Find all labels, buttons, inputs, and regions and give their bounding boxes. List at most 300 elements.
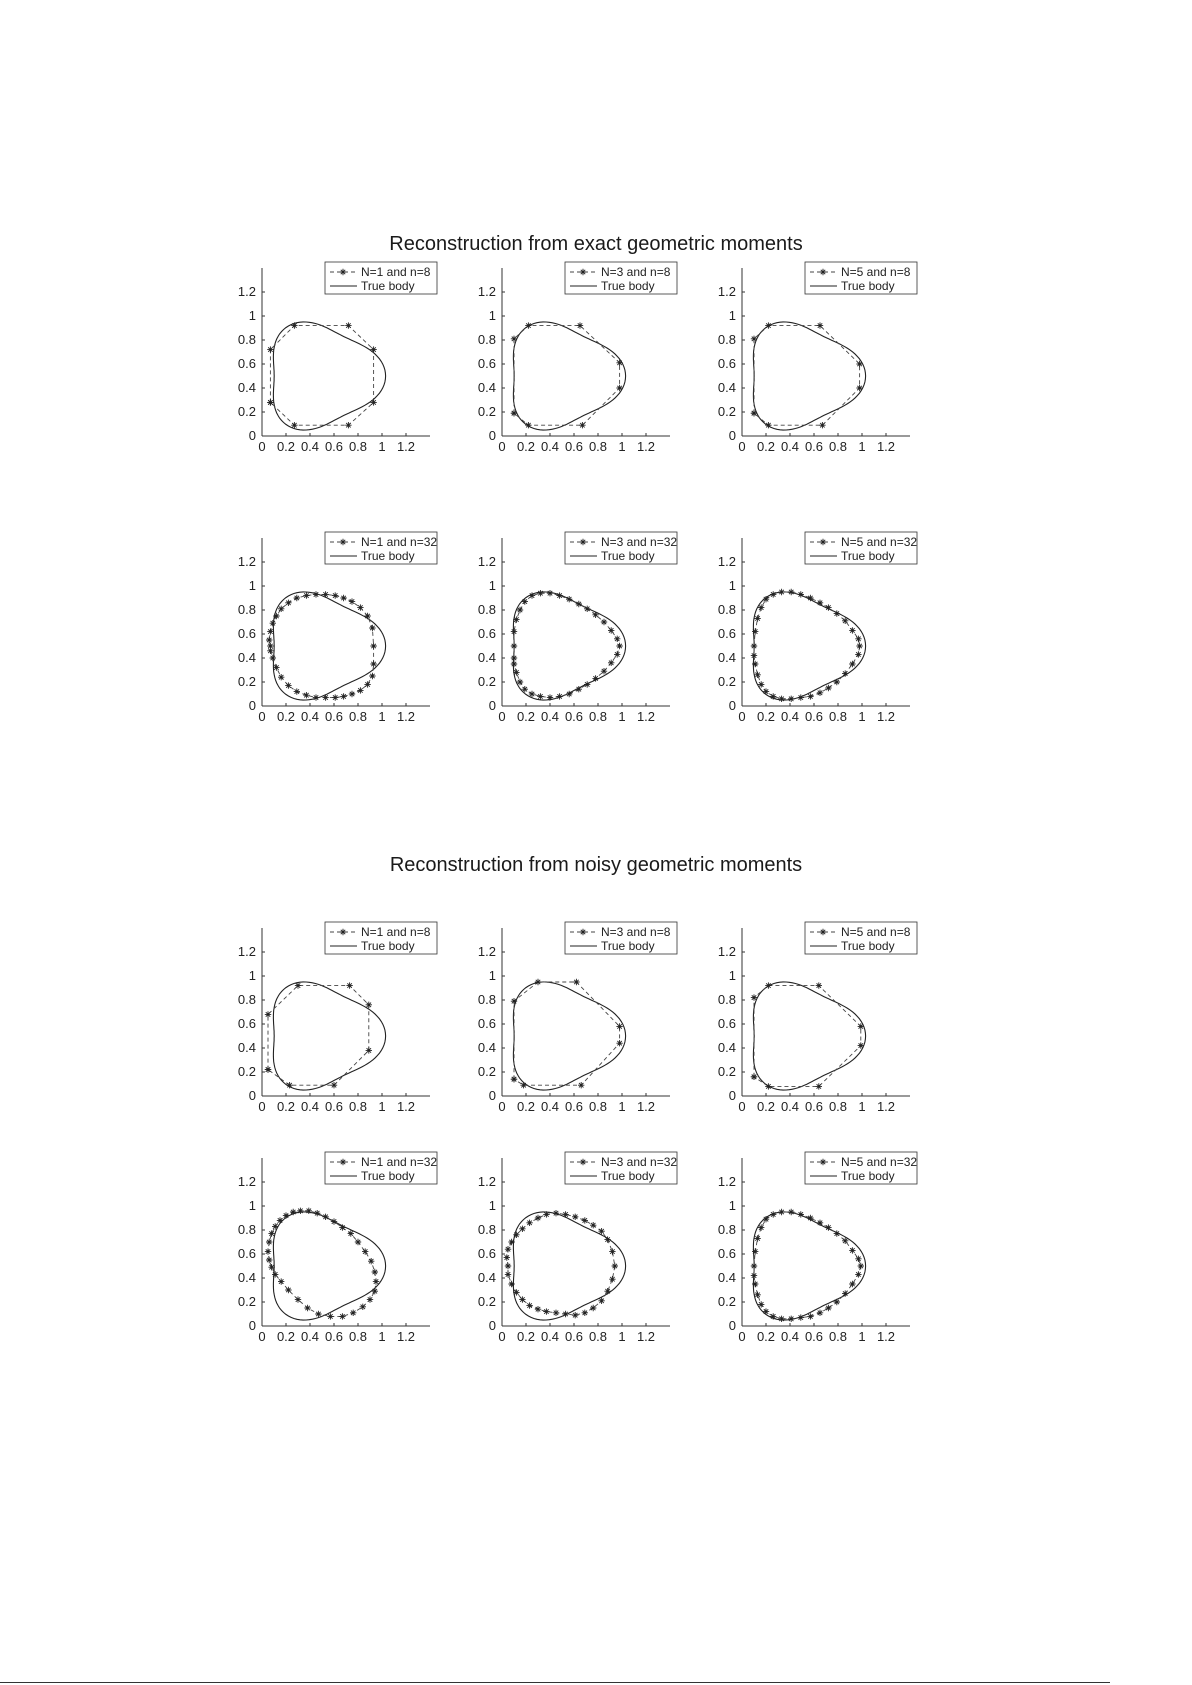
reconstruction-point (855, 651, 861, 657)
x-tick-label: 0.4 (540, 1329, 560, 1344)
reconstruction-point (807, 693, 813, 699)
reconstruction-point (770, 693, 776, 699)
x-tick-label: 1.2 (636, 1329, 656, 1344)
y-tick-label: 0.2 (717, 1294, 736, 1309)
reconstruction-point (849, 661, 855, 667)
reconstruction-point (778, 1209, 784, 1215)
y-tick-label: 1 (488, 968, 496, 983)
y-tick-label: 0.8 (477, 992, 496, 1007)
reconstruction-point (592, 675, 598, 681)
reconstruction-point (604, 1288, 610, 1294)
reconstruction-point (283, 1212, 289, 1218)
y-tick-label: 0.6 (477, 626, 496, 641)
reconstruction-point (842, 670, 848, 676)
x-tick-label: 0 (738, 439, 746, 454)
y-tick-label: 1 (488, 308, 496, 323)
reconstruction-point (816, 982, 822, 988)
reconstruction-point (577, 322, 583, 328)
reconstruction-point (856, 361, 862, 367)
x-tick-label: 1 (378, 439, 386, 454)
reconstruction-point (817, 690, 823, 696)
reconstruction-point (525, 422, 531, 428)
reconstruction-point (332, 592, 338, 598)
reconstruction-point (367, 1296, 373, 1302)
x-tick-label: 0.2 (756, 439, 776, 454)
reconstruction-point (350, 1310, 356, 1316)
legend-label-reconstruction: N=1 and n=8 (361, 925, 431, 939)
reconstruction-line (269, 594, 373, 697)
reconstruction-line (514, 982, 620, 1085)
reconstruction-point (315, 1311, 321, 1317)
x-tick-label: 0 (498, 709, 506, 724)
y-tick-label: 0.2 (717, 674, 736, 689)
reconstruction-point (590, 1305, 596, 1311)
reconstruction-point (370, 643, 376, 649)
reconstruction-point (505, 1263, 511, 1269)
legend-label-reconstruction: N=5 and n=32 (841, 535, 918, 549)
true-body-line (753, 1212, 865, 1320)
y-tick-label: 0.6 (717, 626, 736, 641)
reconstruction-point (364, 681, 370, 687)
x-tick-label: 0.4 (540, 709, 560, 724)
reconstruction-point (327, 1313, 333, 1319)
reconstruction-point (331, 1218, 337, 1224)
x-tick-label: 1 (618, 1099, 626, 1114)
reconstruction-point (291, 322, 297, 328)
reconstruction-point (517, 679, 523, 685)
reconstruction-point (758, 604, 764, 610)
reconstruction-point (357, 604, 363, 610)
y-tick-label: 1.2 (717, 944, 736, 959)
reconstruction-point (303, 592, 309, 598)
reconstruction-line (268, 1211, 376, 1317)
x-tick-label: 0 (498, 439, 506, 454)
y-tick-label: 1 (248, 308, 256, 323)
x-tick-label: 1.2 (396, 1099, 416, 1114)
reconstruction-point (572, 1312, 578, 1318)
reconstruction-point (294, 688, 300, 694)
reconstruction-point (817, 600, 823, 606)
reconstruction-point (511, 998, 517, 1004)
x-tick-label: 0.4 (780, 709, 800, 724)
y-tick-label: 0.6 (237, 1246, 256, 1261)
y-tick-label: 0.2 (477, 1064, 496, 1079)
y-tick-label: 0.6 (717, 1246, 736, 1261)
reconstruction-point (798, 591, 804, 597)
y-tick-label: 1.2 (717, 554, 736, 569)
legend-label-reconstruction: N=3 and n=8 (601, 925, 671, 939)
reconstruction-point (520, 1082, 526, 1088)
legend-marker-star (580, 1159, 586, 1165)
reconstruction-point (268, 1230, 274, 1236)
legend-label-true-body: True body (361, 939, 415, 953)
reconstruction-point (357, 687, 363, 693)
reconstruction-point (340, 693, 346, 699)
x-tick-label: 0.4 (300, 1329, 320, 1344)
x-tick-label: 0.6 (804, 1329, 824, 1344)
reconstruction-point (372, 1288, 378, 1294)
reconstruction-point (751, 1263, 757, 1269)
x-tick-label: 0.2 (756, 709, 776, 724)
reconstruction-point (590, 1222, 596, 1228)
reconstruction-point (505, 1246, 511, 1252)
reconstruction-point (842, 618, 848, 624)
true-body-line (513, 322, 625, 430)
y-tick-label: 1.2 (717, 1174, 736, 1189)
legend-label-true-body: True body (841, 1169, 895, 1183)
reconstruction-point (825, 685, 831, 691)
y-tick-label: 1.2 (477, 284, 496, 299)
legend-label-true-body: True body (601, 549, 655, 563)
reconstruction-point (765, 982, 771, 988)
x-tick-label: 1.2 (876, 709, 896, 724)
reconstruction-point (788, 696, 794, 702)
x-tick-label: 0.2 (756, 1329, 776, 1344)
x-tick-label: 0.8 (588, 1329, 608, 1344)
y-tick-label: 0.6 (477, 1246, 496, 1261)
reconstruction-point (788, 1316, 794, 1322)
legend-marker-star (580, 539, 586, 545)
reconstruction-point (758, 1224, 764, 1230)
reconstruction-point (566, 691, 572, 697)
x-tick-label: 0.4 (540, 1099, 560, 1114)
reconstruction-point (372, 1269, 378, 1275)
y-tick-label: 1 (728, 308, 736, 323)
reconstruction-point (322, 591, 328, 597)
x-tick-label: 1 (858, 1099, 866, 1114)
reconstruction-point (313, 694, 319, 700)
reconstruction-point (535, 1306, 541, 1312)
panel-noisy-n1-n8 (200, 920, 460, 1130)
reconstruction-point (752, 661, 758, 667)
reconstruction-point (856, 385, 862, 391)
panel-exact-n5-n32 (680, 530, 940, 740)
reconstruction-point (608, 660, 614, 666)
y-tick-label: 0.6 (237, 1016, 256, 1031)
x-tick-label: 0 (258, 1329, 266, 1344)
reconstruction-point (573, 979, 579, 985)
y-tick-label: 1 (728, 968, 736, 983)
legend-label-true-body: True body (841, 279, 895, 293)
x-tick-label: 0.4 (300, 1099, 320, 1114)
reconstruction-point (819, 422, 825, 428)
reconstruction-point (788, 589, 794, 595)
reconstruction-point (763, 596, 769, 602)
reconstruction-point (855, 1256, 861, 1262)
x-tick-label: 0.2 (516, 1099, 536, 1114)
reconstruction-point (267, 346, 273, 352)
y-tick-label: 1.2 (237, 1174, 256, 1189)
reconstruction-point (290, 1209, 296, 1215)
x-tick-label: 0.6 (324, 709, 344, 724)
y-tick-label: 0 (248, 698, 256, 713)
reconstruction-point (278, 674, 284, 680)
reconstruction-point (535, 1215, 541, 1221)
reconstruction-point (807, 1313, 813, 1319)
panel-noisy-n5-n32 (680, 1150, 940, 1360)
x-tick-label: 0.8 (828, 1099, 848, 1114)
reconstruction-line (754, 326, 860, 426)
reconstruction-point (614, 636, 620, 642)
reconstruction-point (752, 1248, 758, 1254)
y-tick-label: 0 (488, 1088, 496, 1103)
reconstruction-point (265, 1011, 271, 1017)
reconstruction-point (592, 612, 598, 618)
x-tick-label: 1 (618, 1329, 626, 1344)
x-tick-label: 0.6 (564, 1329, 584, 1344)
reconstruction-point (332, 694, 338, 700)
y-tick-label: 0.4 (237, 1040, 256, 1055)
y-tick-label: 0.4 (477, 1270, 496, 1285)
reconstruction-point (537, 590, 543, 596)
y-tick-label: 1.2 (237, 944, 256, 959)
true-body-line (273, 1212, 385, 1320)
y-tick-label: 1 (488, 1198, 496, 1213)
reconstruction-point (616, 1023, 622, 1029)
x-tick-label: 0.4 (300, 439, 320, 454)
y-tick-label: 0.2 (717, 404, 736, 419)
reconstruction-point (609, 1276, 615, 1282)
reconstruction-point (529, 592, 535, 598)
reconstruction-point (584, 681, 590, 687)
reconstruction-point (856, 643, 862, 649)
reconstruction-point (513, 669, 519, 675)
y-tick-label: 0.8 (717, 332, 736, 347)
reconstruction-point (817, 322, 823, 328)
y-tick-label: 0.2 (237, 1294, 256, 1309)
y-tick-label: 0.6 (477, 356, 496, 371)
reconstruction-point (266, 1239, 272, 1245)
reconstruction-point (817, 1310, 823, 1316)
reconstruction-point (576, 686, 582, 692)
x-tick-label: 0.8 (588, 709, 608, 724)
reconstruction-point (295, 982, 301, 988)
x-tick-label: 1 (378, 1329, 386, 1344)
legend-label-true-body: True body (361, 549, 415, 563)
reconstruction-point (807, 595, 813, 601)
reconstruction-point (765, 422, 771, 428)
reconstruction-point (273, 664, 279, 670)
reconstruction-point (270, 620, 276, 626)
footer-rule (0, 1682, 1110, 1683)
reconstruction-line (514, 593, 620, 697)
y-tick-label: 0.8 (477, 332, 496, 347)
legend-marker-star (820, 1159, 826, 1165)
legend-label-reconstruction: N=1 and n=32 (361, 535, 438, 549)
reconstruction-point (304, 1305, 310, 1311)
reconstruction-point (751, 994, 757, 1000)
legend-label-true-body: True body (361, 1169, 415, 1183)
reconstruction-point (522, 686, 528, 692)
x-tick-label: 0.6 (804, 709, 824, 724)
x-tick-label: 1.2 (396, 709, 416, 724)
x-tick-label: 0.6 (564, 709, 584, 724)
reconstruction-point (278, 606, 284, 612)
x-tick-label: 0.4 (780, 1099, 800, 1114)
x-tick-label: 0.6 (804, 1099, 824, 1114)
x-tick-label: 0 (498, 1099, 506, 1114)
y-tick-label: 0.4 (717, 1270, 736, 1285)
x-tick-label: 1 (618, 709, 626, 724)
reconstruction-point (751, 336, 757, 342)
x-tick-label: 0.4 (780, 1329, 800, 1344)
x-tick-label: 0.2 (276, 1329, 296, 1344)
panel-noisy-n1-n32 (200, 1150, 460, 1360)
reconstruction-point (763, 1216, 769, 1222)
reconstruction-line (754, 1212, 861, 1319)
reconstruction-point (517, 607, 523, 613)
x-tick-label: 0.8 (588, 439, 608, 454)
reconstruction-point (508, 1239, 514, 1245)
reconstruction-point (556, 592, 562, 598)
x-tick-label: 0 (738, 709, 746, 724)
y-tick-label: 0.8 (717, 992, 736, 1007)
reconstruction-point (855, 1271, 861, 1277)
reconstruction-point (576, 601, 582, 607)
reconstruction-point (798, 1211, 804, 1217)
reconstruction-point (369, 625, 375, 631)
reconstruction-point (855, 636, 861, 642)
x-tick-label: 1.2 (636, 709, 656, 724)
x-tick-label: 0.4 (780, 439, 800, 454)
x-tick-label: 0.4 (300, 709, 320, 724)
reconstruction-point (513, 616, 519, 622)
x-tick-label: 0.8 (348, 709, 368, 724)
reconstruction-point (294, 595, 300, 601)
y-tick-label: 0.2 (477, 674, 496, 689)
x-tick-label: 0.4 (540, 439, 560, 454)
reconstruction-point (273, 613, 279, 619)
reconstruction-point (754, 1292, 760, 1298)
reconstruction-point (303, 692, 309, 698)
y-tick-label: 0.4 (237, 1270, 256, 1285)
y-tick-label: 0 (728, 1318, 736, 1333)
reconstruction-point (369, 673, 375, 679)
reconstruction-point (504, 1254, 510, 1260)
panel-exact-n3-n8 (440, 260, 700, 470)
reconstruction-point (788, 1209, 794, 1215)
true-body-line (513, 982, 625, 1090)
reconstruction-point (601, 668, 607, 674)
reconstruction-point (547, 694, 553, 700)
reconstruction-point (616, 643, 622, 649)
reconstruction-point (616, 1040, 622, 1046)
reconstruction-point (267, 628, 273, 634)
y-tick-label: 0.4 (717, 1040, 736, 1055)
x-tick-label: 1 (378, 709, 386, 724)
y-tick-label: 0 (728, 1088, 736, 1103)
reconstruction-point (535, 979, 541, 985)
reconstruction-point (616, 385, 622, 391)
x-tick-label: 0.6 (324, 439, 344, 454)
panel-exact-n1-n8 (200, 260, 460, 470)
reconstruction-point (858, 1023, 864, 1029)
reconstruction-point (825, 604, 831, 610)
reconstruction-point (849, 1281, 855, 1287)
reconstruction-point (584, 606, 590, 612)
y-tick-label: 0.2 (477, 404, 496, 419)
y-tick-label: 0.2 (717, 1064, 736, 1079)
y-tick-label: 0 (488, 428, 496, 443)
x-tick-label: 0.2 (276, 1099, 296, 1114)
y-tick-label: 0.8 (237, 1222, 256, 1237)
reconstruction-point (511, 661, 517, 667)
reconstruction-point (614, 651, 620, 657)
reconstruction-point (601, 619, 607, 625)
y-tick-label: 0.4 (237, 380, 256, 395)
legend-label-true-body: True body (601, 939, 655, 953)
y-tick-label: 0.4 (237, 650, 256, 665)
x-tick-label: 0.8 (348, 1329, 368, 1344)
reconstruction-point (751, 1074, 757, 1080)
reconstruction-point (752, 1281, 758, 1287)
legend-label-reconstruction: N=5 and n=32 (841, 1155, 918, 1169)
x-tick-label: 0.6 (564, 1099, 584, 1114)
x-tick-label: 0.8 (348, 1099, 368, 1114)
reconstruction-point (511, 643, 517, 649)
true-body-line (753, 322, 865, 430)
reconstruction-point (752, 628, 758, 634)
x-tick-label: 0 (258, 709, 266, 724)
reconstruction-point (798, 694, 804, 700)
reconstruction-point (604, 1236, 610, 1242)
reconstruction-point (608, 627, 614, 633)
y-tick-label: 0.4 (477, 380, 496, 395)
true-body-line (753, 592, 865, 700)
figure-title-exact: Reconstruction from exact geometric moments (389, 233, 803, 255)
reconstruction-point (778, 589, 784, 595)
reconstruction-point (522, 598, 528, 604)
reconstruction-point (798, 1314, 804, 1320)
reconstruction-point (278, 1278, 284, 1284)
reconstruction-point (562, 1211, 568, 1217)
legend-label-true-body: True body (601, 1169, 655, 1183)
y-tick-label: 0.2 (237, 404, 256, 419)
y-tick-label: 0.4 (717, 380, 736, 395)
y-tick-label: 0 (488, 1318, 496, 1333)
x-tick-label: 1 (618, 439, 626, 454)
y-tick-label: 0.8 (237, 332, 256, 347)
x-tick-label: 0.2 (276, 709, 296, 724)
y-tick-label: 0 (488, 698, 496, 713)
reconstruction-point (566, 596, 572, 602)
reconstruction-point (553, 1310, 559, 1316)
x-tick-label: 0 (498, 1329, 506, 1344)
reconstruction-point (763, 688, 769, 694)
x-tick-label: 1 (858, 439, 866, 454)
reconstruction-point (858, 1263, 864, 1269)
reconstruction-point (807, 1215, 813, 1221)
legend-label-true-body: True body (601, 279, 655, 293)
reconstruction-point (825, 1305, 831, 1311)
reconstruction-point (553, 1210, 559, 1216)
legend-label-reconstruction: N=5 and n=8 (841, 265, 911, 279)
reconstruction-point (578, 1082, 584, 1088)
x-tick-label: 0.8 (828, 709, 848, 724)
y-tick-label: 0 (248, 1088, 256, 1103)
reconstruction-point (370, 661, 376, 667)
reconstruction-point (349, 598, 355, 604)
y-tick-label: 0.8 (477, 602, 496, 617)
x-tick-label: 0.8 (348, 439, 368, 454)
legend-label-true-body: True body (361, 279, 415, 293)
reconstruction-point (322, 1214, 328, 1220)
reconstruction-point (537, 693, 543, 699)
reconstruction-point (285, 600, 291, 606)
reconstruction-point (612, 1263, 618, 1269)
reconstruction-point (765, 322, 771, 328)
y-tick-label: 0.6 (237, 356, 256, 371)
